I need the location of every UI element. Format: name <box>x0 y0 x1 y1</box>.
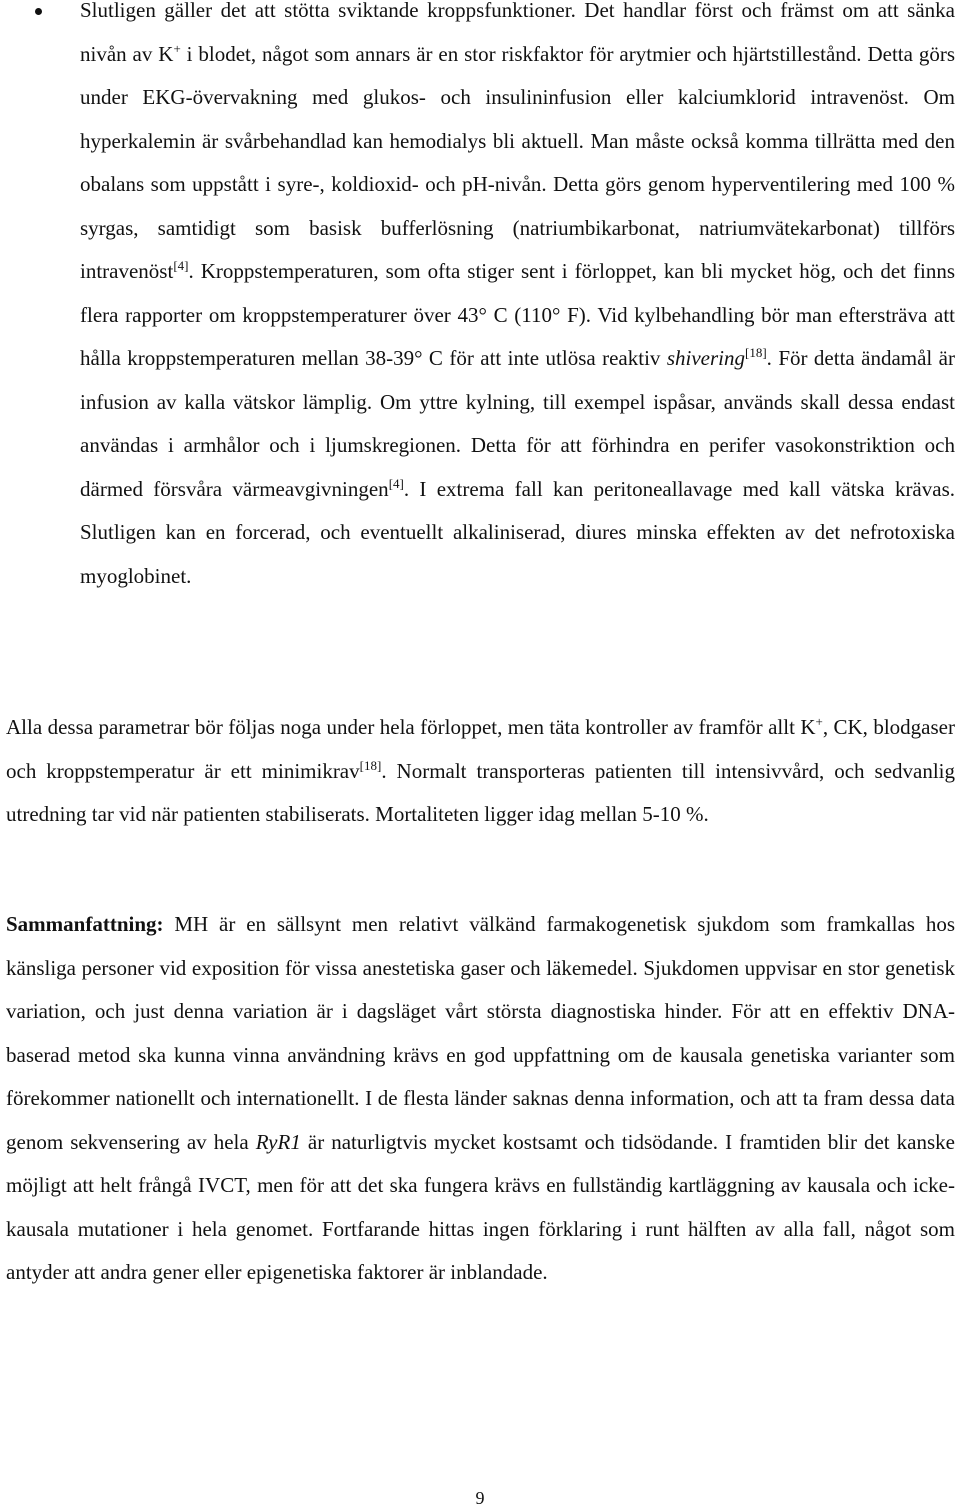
bullet-text-1: Slutligen gäller det att stötta sviktande kroppsfunktioner. Det handlar först och främst om att sänka nivån av K <box>80 0 955 66</box>
summary-paragraph-block <box>6 903 955 1295</box>
summary-paragraph <box>6 903 955 1295</box>
bullet-text-4: . För detta ändamål är infusion av kalla vätskor lämplig. Om yttre kylning, till exempel ispåsar, används skall dessa endast användas i armhålor och i ljumskregionen. Detta för att förhindra en perifer vasokonstriktion och därmed försvåra värmeavgivningen <box>80 346 955 501</box>
monitoring-paragraph-block <box>6 706 955 837</box>
paragraph2-text-3: . Normalt transporteras patienten till intensivvård, och sedvanlig utredning tar vid när patienten stabiliserats. Mortaliteten ligger idag mellan 5-10 %. <box>6 758 955 826</box>
bullet-icon <box>35 8 42 15</box>
summary-text-1: MH är en sällsynt men relativt välkänd farmakogenetisk sjukdom som framkallas hos känsliga personer vid exposition för vissa anestetiska gaser och läkemedel. Sjukdomen uppvisar en stor genetisk variation, och just denna variation är i dagsläget vårt största diagnostiska hinder. För att en effektiv DNA-baserad metod ska kunna vinna användning krävs en god uppfattning om de kausala genetiska varianter som förekommer nationellt och internationellt. I de flesta länder saknas denna information, och att ta fram dessa data genom sekvensering av hela <box>6 912 955 1154</box>
italic-term: shivering <box>666 346 745 370</box>
potassium-charge: + <box>173 40 181 56</box>
potassium-charge: + <box>815 714 823 729</box>
bullet-text-2: i blodet, något som annars är en stor riskfaktor för arytmier och hjärtstillestånd. Detta görs under EKG-övervakning med glukos- och insulininfusion eller kalciumklorid intravenöst. Om hyperkalemin är svårbehandlad kan hemodialys bli aktuell. Man måste också komma tillrätta med den obalans som uppstått i syre-, koldioxid- och pH-nivån. Detta görs genom hyperventilering med 100 % syrgas, samtidigt som basisk bufferlösning (natriumbikarbonat, natriumvätekarbonat) tillförs intravenöst <box>80 41 955 283</box>
paragraph2-text-2: , CK, blodgaser och kroppstemperatur är ett minimikrav <box>6 715 955 783</box>
citation-ref: [4] <box>388 475 404 491</box>
summary-text-2: är naturligtvis mycket kostsamt och tidsödande. I framtiden blir det kanske möjligt att helt frångå IVCT, men för att det ska fungera krävs en fullständig kartläggning av kausala och icke-kausala mutationer i hela genomet. Fortfarande hittas ingen förklaring i runt hälften av alla fall, något som antyder att andra gener eller epigenetiska faktorer är inblandade. <box>6 1129 955 1284</box>
italic-gene-name: RyR1 <box>255 1129 301 1154</box>
bullet-text-3: . Kroppstemperaturen, som ofta stiger sent i förloppet, kan bli mycket hög, och det finns flera rapporter om kroppstemperaturer över 43° C (110° F). Vid kylbehandling bör man eftersträva att hålla kroppstemperaturen mellan 38-39° C för att inte utlösa reaktiv <box>80 259 955 370</box>
citation-ref: [18] <box>359 757 382 773</box>
monitoring-paragraph <box>6 706 955 837</box>
bullet-paragraph <box>80 0 955 598</box>
bullet-text-5: . I extrema fall kan peritoneallavage med kall vätska krävas. Slutligen kan en forcerad, och eventuellt alkaliniserad, diures minska effekten av det nefrotoxiska myoglobinet. <box>80 476 956 588</box>
page-number: 9 <box>475 1488 485 1508</box>
paragraph2-text-1: Alla dessa parametrar bör följas noga under hela förloppet, men täta kontroller av framför allt K <box>6 715 816 739</box>
summary-heading: Sammanfattning: <box>6 912 164 936</box>
citation-ref: [4] <box>173 258 189 273</box>
citation-ref: [18] <box>745 345 767 360</box>
bullet-list-item <box>80 0 955 598</box>
